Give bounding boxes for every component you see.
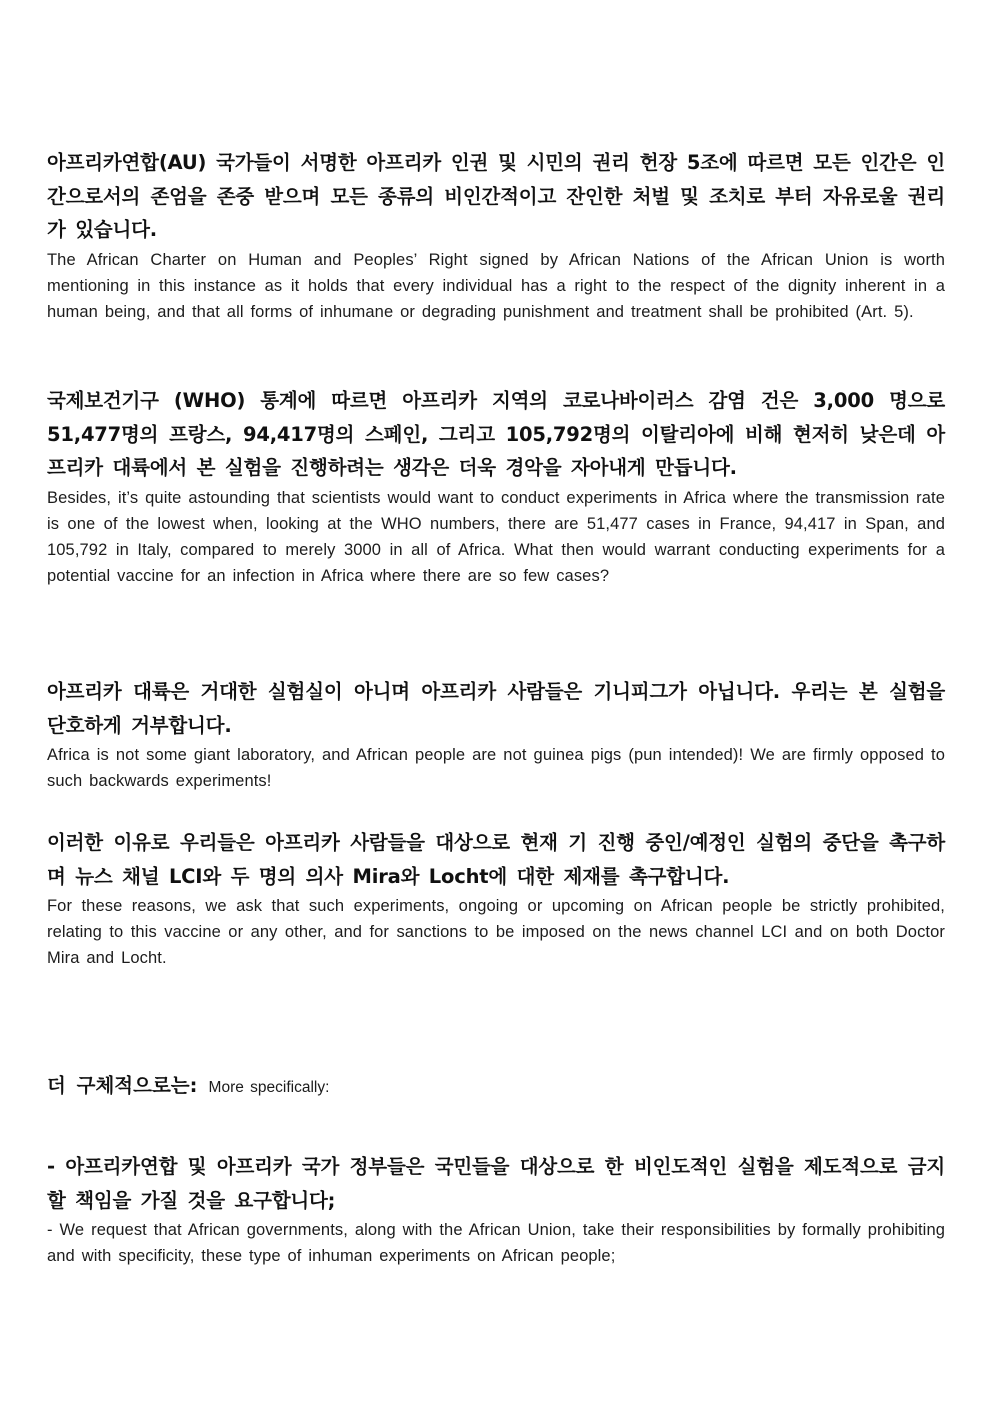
english-request: - We request that African governments, along with the African Union, take their responsibilities by formally prohibiting and with specificity, these type of inhuman experiments on African people; — [47, 1221, 945, 1265]
korean-heading: 이러한 이유로 우리들은 아프리카 사람들을 대상으로 현재 기 진행 중인/예정인 실험의 중단을 촉구하며 뉴스 채널 LCI와 두 명의 의사 Mira와 Locht에 대한 제재를 촉구합니다. — [47, 831, 945, 888]
english-paragraph: For these reasons, we ask that such experiments, ongoing or upcoming on African people be strictly prohibited, relating to this vaccine or any other, and for sanctions to be imposed on the news channel LCI and on both Doctor Mira and Locht. — [47, 897, 945, 967]
more-specifically-line — [47, 1070, 329, 1098]
korean-request: - 아프리카연합 및 아프리카 국가 정부들은 국민들을 대상으로 한 비인도적인 실험을 제도적으로 금지할 책임을 가질 것을 요구합니다; — [47, 1155, 945, 1212]
english-paragraph: Besides, it’s quite astounding that scientists would want to conduct experiments in Africa where the transmission rate is one of the lowest when, looking at the WHO numbers, there are 51,477 cases in France, 94,417 in Span, and 105,792 in Italy, compared to merely 3000 in all of Africa. What then would warrant conducting experiments for a potential vaccine for an infection in Africa where there are so few cases? — [47, 488, 945, 585]
section-charter — [47, 146, 945, 325]
english-paragraph: Africa is not some giant laboratory, and African people are not guinea pigs (pun intended)! We are firmly opposed to such backwards experiments! — [47, 746, 945, 790]
section-who-statistics — [47, 384, 945, 589]
specifically-korean-label: 더 구체적으로는: — [47, 1074, 198, 1097]
korean-heading: 국제보건기구 (WHO) 통계에 따르면 아프리카 지역의 코로나바이러스 감염 건은 3,000 명으로 51,477명의 프랑스, 94,417명의 스페인, 그리고 105,792명의 이탈리아에 비해 현저히 낮은데 아프리카 대륙에서 본 실험을 진행하려는 생각은 더욱 경악을 자아내게 만듭니다. — [47, 389, 945, 479]
english-paragraph: The African Charter on Human and Peoples’ Right signed by African Nations of the African Union is worth mentioning in this instance as it holds that every individual has a right to the respect of the dignity inherent in a human being, and that all forms of inhumane or degrading punishment and treatment shall be prohibited (Art. 5). — [47, 250, 945, 321]
korean-heading: 아프리카 대륙은 거대한 실험실이 아니며 아프리카 사람들은 기니피그가 아닙니다. 우리는 본 실험을 단호하게 거부합니다. — [47, 680, 945, 737]
korean-heading: 아프리카연합(AU) 국가들이 서명한 아프리카 인권 및 시민의 권리 헌장 5조에 따르면 모든 인간은 인간으로서의 존엄을 존중 받으며 모든 종류의 비인간적이고 잔인한 처벌 및 조치로 부터 자유로울 권리가 있습니다. — [47, 151, 945, 241]
request-item — [47, 1150, 945, 1269]
section-not-laboratory — [47, 675, 945, 794]
specifically-english-label: More specifically: — [208, 1079, 330, 1096]
section-demands — [47, 826, 945, 971]
